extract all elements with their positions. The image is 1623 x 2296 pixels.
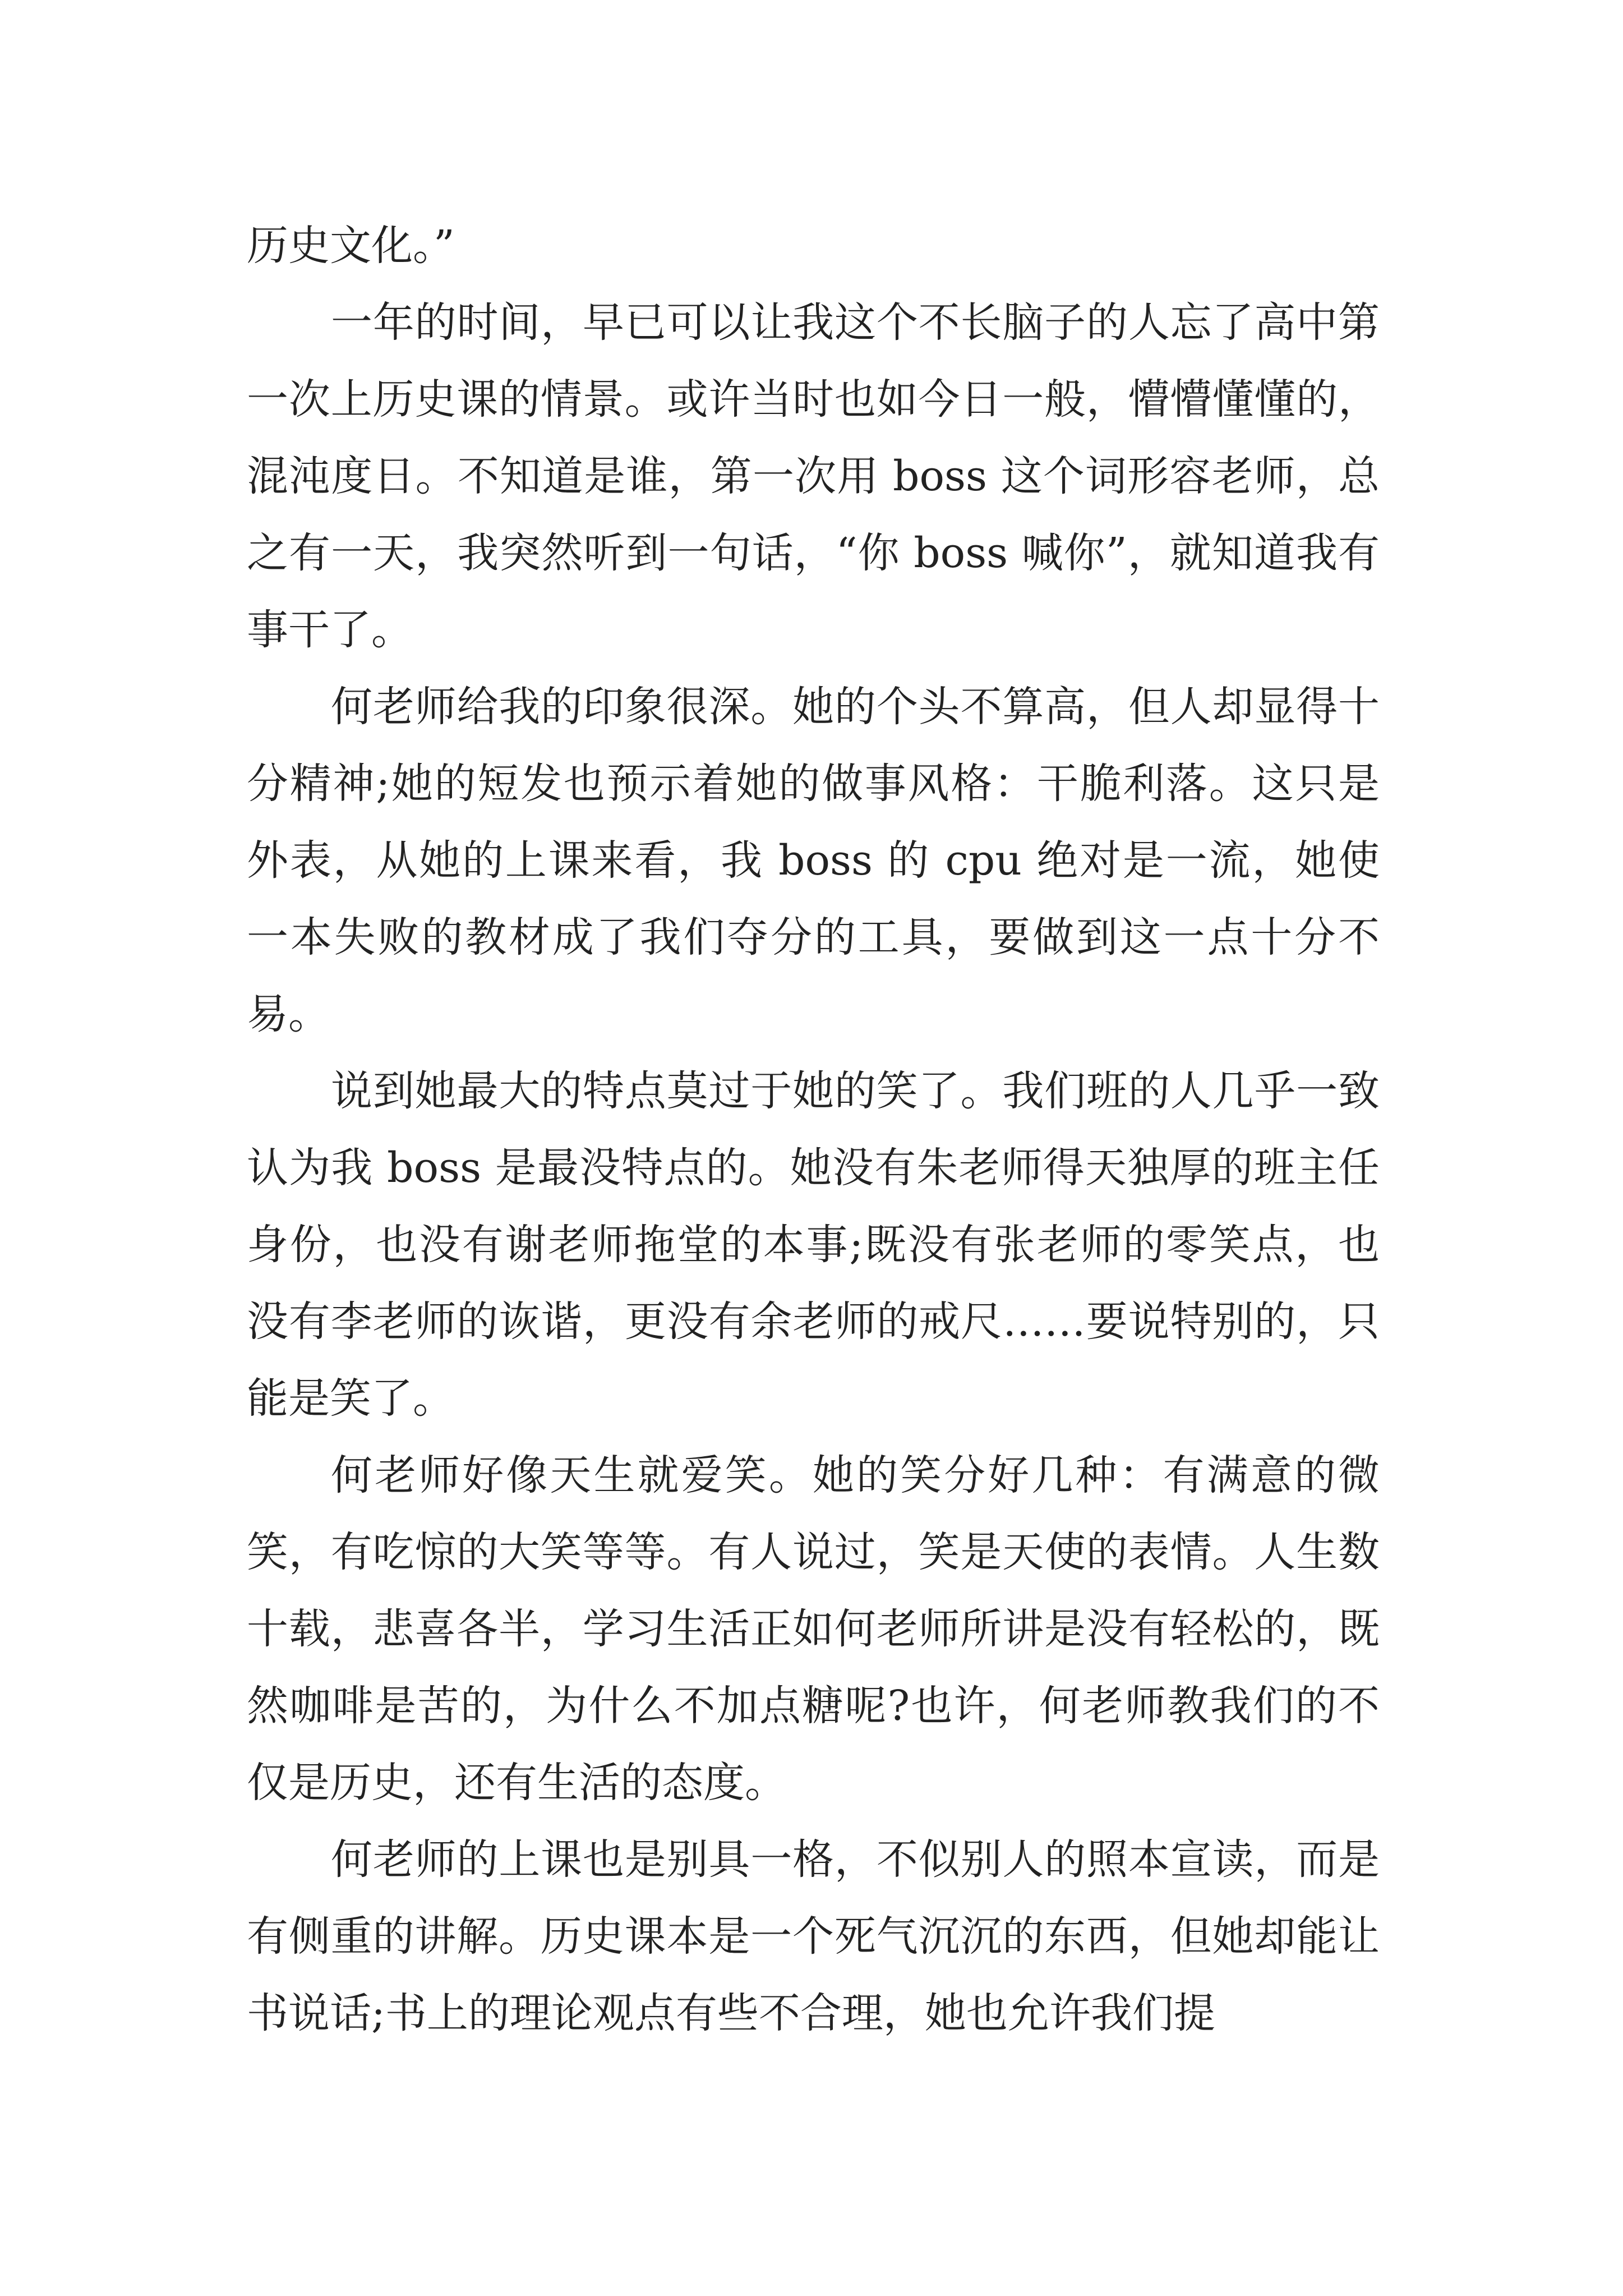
paragraph: 一年的时间，早已可以让我这个不长脑子的人忘了高中第一次上历史课的情景。或许当时也如今日一般，懵懵懂懂的，混沌度日。不知道是谁，第一次用 boss 这个词形容老师，总之有一天，我突然听到一句话，“你 boss 喊你”，就知道我有事干了。 [247, 298, 1380, 654]
paragraph: 何老师好像天生就爱笑。她的笑分好几种：有满意的微笑，有吃惊的大笑等等。有人说过，笑是天使的表情。人生数十载，悲喜各半，学习生活正如何老师所讲是没有轻松的，既然咖啡是苦的，为什么不加点糖呢?也许，何老师教我们的不仅是历史，还有生活的态度。 [247, 1451, 1380, 1807]
paragraph: 说到她最大的特点莫过于她的笑了。我们班的人几乎一致认为我 boss 是最没特点的。她没有朱老师得天独厚的班主任身份，也没有谢老师拖堂的本事;既没有张老师的零笑点，也没有李老师的诙谐，更没有余老师的戒尺……要说特别的，只能是笑了。 [247, 1067, 1380, 1423]
paragraph: 何老师的上课也是别具一格，不似别人的照本宣读，而是有侧重的讲解。历史课本是一个死气沉沉的东西，但她却能让书说话;书上的理论观点有些不合理，她也允许我们提 [247, 1835, 1380, 2037]
paragraph: 历史文化。” [247, 222, 455, 270]
document-body [247, 208, 1380, 2052]
paragraph: 何老师给我的印象很深。她的个头不算高，但人却显得十分精神;她的短发也预示着她的做事风格：干脆利落。这只是外表，从她的上课来看，我 boss 的 cpu 绝对是一流，她使一本失败的教材成了我们夺分的工具，要做到这一点十分不易。 [247, 683, 1380, 1038]
